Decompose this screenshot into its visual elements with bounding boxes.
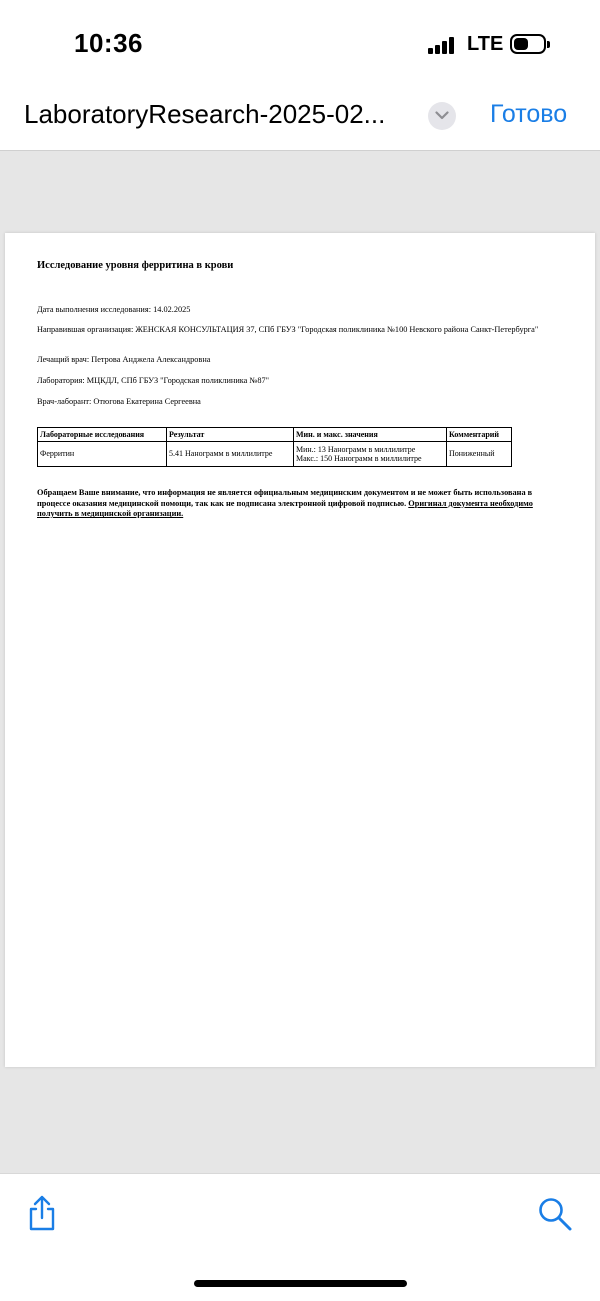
comment-cell: Пониженный [447,442,512,467]
date-line: Дата выполнения исследования: 14.02.2025 [37,305,191,314]
document-viewer[interactable] [0,151,600,1173]
range-max: Макс.: 150 Нанограмм в миллилитре [296,454,422,463]
results-table [37,427,512,467]
chevron-down-icon [435,111,449,120]
laboratory-line: Лаборатория: МЦКДЛ, СПб ГБУЗ "Городская поликлиника №87" [37,376,270,385]
reference-range-cell [294,442,447,467]
home-indicator[interactable] [194,1280,407,1287]
table-row [38,442,512,467]
lab-doctor-line: Врач-лаборант: Отюгова Екатерина Сергеевна [37,397,201,406]
column-header: Результат [167,428,294,442]
pdf-page [5,233,595,1067]
range-min: Мин.: 13 Нанограмм в миллилитре [296,444,416,454]
organization-line: Направившая организация: ЖЕНСКАЯ КОНСУЛЬТАЦИЯ 37, СПб ГБУЗ "Городская поликлиника №100 Невского района Санкт-Петербурга" [37,325,539,334]
column-header: Мин. и макс. значения [294,428,447,442]
result-cell: 5.41 Нанограмм в миллилитре [167,442,294,467]
search-icon[interactable] [537,1196,573,1232]
disclaimer-underlined: Оригинал документа необходимо получить в медицинской организации. [37,498,533,518]
document-title[interactable]: LaboratoryResearch-2025-02... [24,99,386,129]
bottom-toolbar [0,1173,600,1301]
done-button[interactable]: Готово [490,100,568,128]
disclaimer [37,488,557,520]
doctor-line: Лечащий врач: Петрова Анджела Александровна [37,355,211,364]
status-time: 10:36 [74,28,143,58]
table-header-row [38,428,512,442]
network-type: LTE [467,33,504,55]
battery-icon [510,34,546,54]
cellular-signal-icon [428,36,458,54]
share-icon[interactable] [26,1194,58,1232]
test-name-cell: Ферритин [38,442,167,467]
nav-bar [0,90,600,151]
disclaimer-text: Обращаем Ваше внимание, что информация не является официальным медицинским документом и не может быть использована в процессе оказания медицинской помощи, так как не подписана электронной цифровой подписью. [37,488,533,508]
column-header: Лабораторные исследования [38,428,167,442]
title-menu-button[interactable] [428,102,456,130]
column-header: Комментарий [447,428,512,442]
document-heading: Исследование уровня ферритина в крови [37,260,234,271]
status-bar [0,0,600,90]
